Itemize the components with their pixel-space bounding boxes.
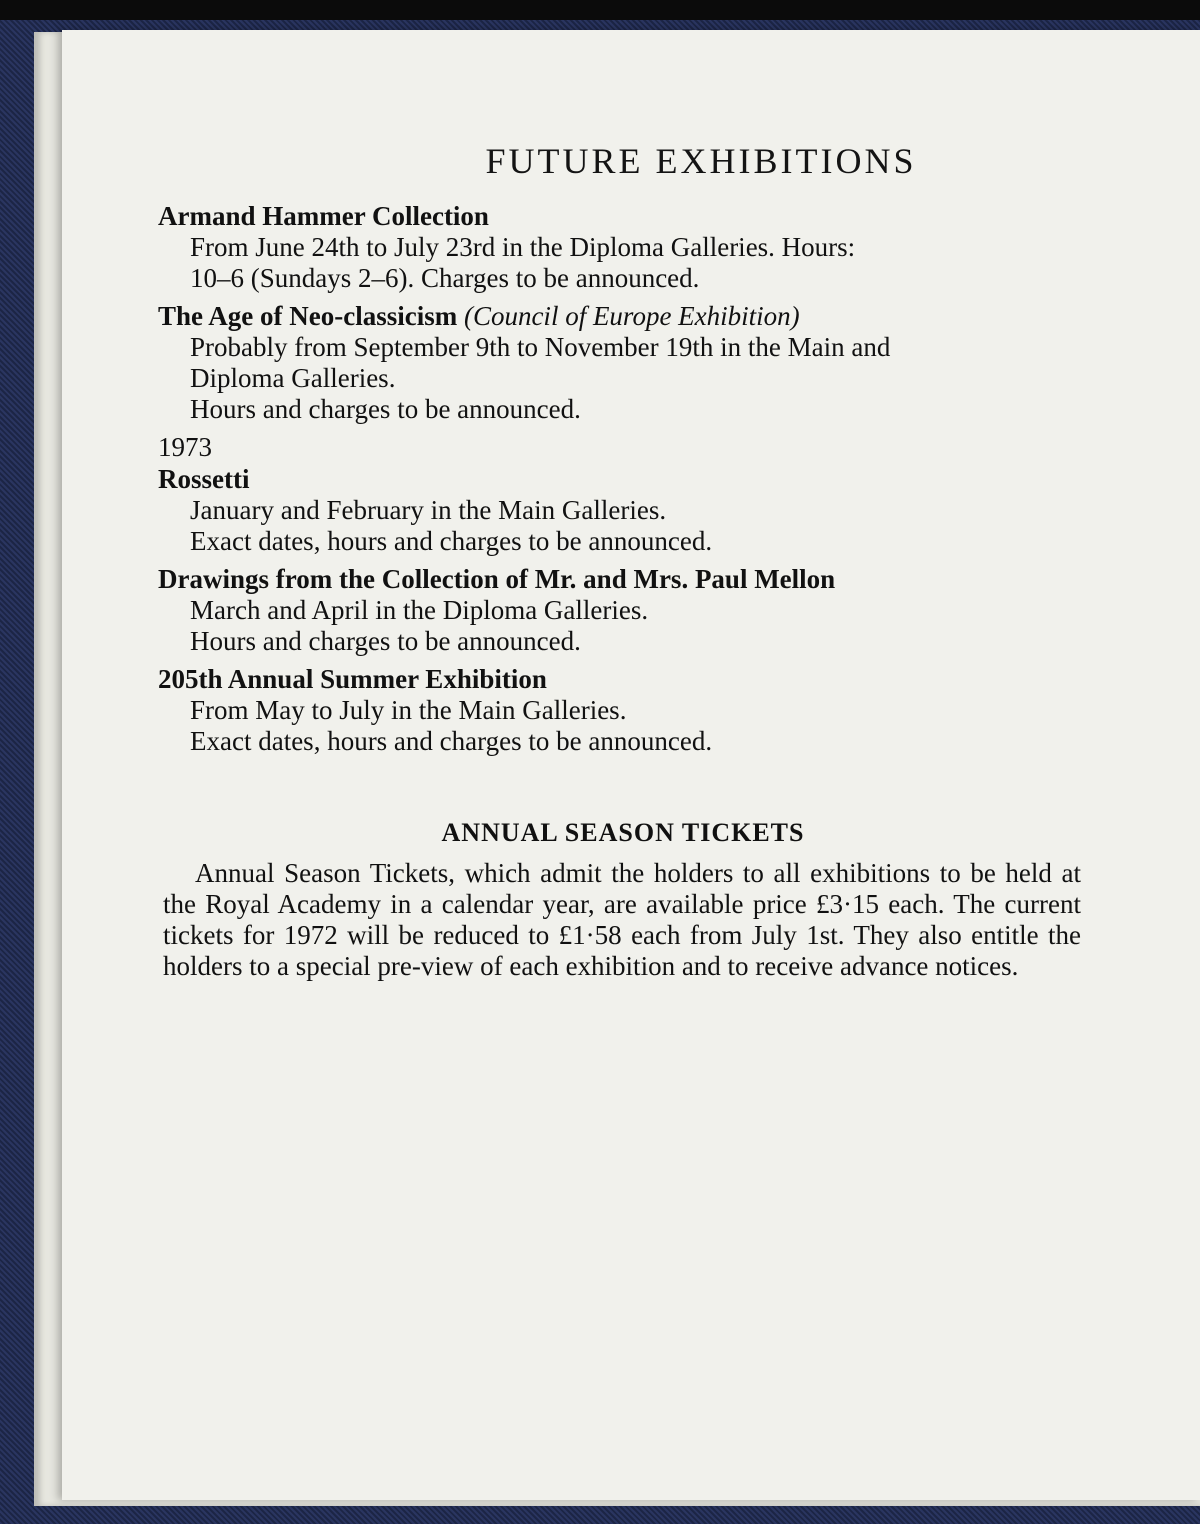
exhibition-heading: Rossetti [158, 464, 250, 494]
exhibition-heading: The Age of Neo-classicism (Council of Europe Exhibition) [158, 301, 800, 331]
page-title: FUTURE EXHIBITIONS [485, 141, 917, 181]
exhibition-detail-line: Hours and charges to be announced. [190, 626, 581, 656]
exhibition-detail-line: Probably from September 9th to November 19th in the Main and [190, 332, 891, 362]
exhibition-detail-line: January and February in the Main Galleries. [190, 495, 667, 525]
exhibition-detail-line: Diploma Galleries. [190, 363, 396, 393]
season-tickets-body [163, 858, 1081, 982]
exhibition-detail-line: Hours and charges to be announced. [190, 394, 581, 424]
exhibition-detail-line: Exact dates, hours and charges to be announced. [190, 526, 713, 556]
exhibition-detail-line: 10–6 (Sundays 2–6). Charges to be announced. [190, 263, 700, 293]
exhibition-heading: Armand Hammer Collection [158, 201, 489, 231]
exhibition-entry [158, 663, 1088, 757]
year-heading: 1973 [158, 432, 212, 462]
season-tickets-title: ANNUAL SEASON TICKETS [441, 818, 805, 847]
exhibition-entry [158, 563, 1088, 657]
exhibition-heading: Drawings from the Collection of Mr. and Mrs. Paul Mellon [158, 564, 836, 594]
exhibition-detail-line: Exact dates, hours and charges to be announced. [190, 726, 713, 756]
exhibition-entry [158, 300, 1088, 425]
exhibition-subtitle: (Council of Europe Exhibition) [463, 301, 800, 331]
exhibition-detail-line: From May to July in the Main Galleries. [190, 695, 627, 725]
exhibition-entry [158, 200, 1088, 294]
exhibition-detail-line: From June 24th to July 23rd in the Diploma Galleries. Hours: [190, 232, 856, 262]
exhibitions-list [158, 200, 1088, 763]
season-tickets-paragraph: Annual Season Tickets, which admit the holders to all exhibitions to be held at the Royal Academy in a calendar year, are available price £3·15 each. The current tickets for 1972 will be reduced to £1·58 each from July 1st. They also entitle the holders to a special pre-view of each exhibition and to receive advance notices. [163, 858, 1081, 981]
exhibition-entry [158, 463, 1088, 557]
exhibition-heading: 205th Annual Summer Exhibition [158, 664, 547, 694]
exhibition-detail-line: March and April in the Diploma Galleries. [190, 595, 649, 625]
